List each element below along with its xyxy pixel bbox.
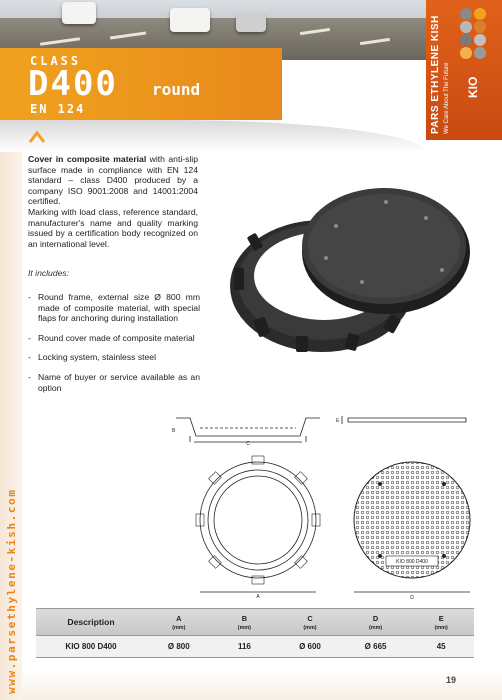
table-cell: Ø 800 — [167, 642, 190, 651]
table-cell: Ø 600 — [299, 642, 321, 651]
website-url[interactable]: www.parsethylene-kish.com — [5, 488, 18, 694]
table-header-cell — [408, 609, 474, 635]
shape-label: round — [152, 80, 201, 99]
table-header-cell — [343, 609, 409, 635]
brand-column — [426, 0, 502, 140]
title-band — [0, 48, 282, 120]
logo-dot — [460, 21, 472, 33]
list-item: - Locking system, stainless steel — [28, 352, 200, 363]
cover-plan-drawing — [350, 450, 474, 602]
brand-name: PARS ETHYLENE KISH — [430, 15, 441, 134]
header-unit: (mm) — [368, 624, 383, 631]
list-item: - Name of buyer or service available as an option — [28, 372, 200, 393]
table-cell: 45 — [436, 642, 446, 651]
spec-table — [36, 608, 474, 658]
logo-dot — [460, 34, 472, 46]
includes-list — [28, 292, 200, 402]
table-header-cell — [277, 609, 343, 635]
table-header-row — [36, 608, 474, 636]
header-label: Description — [67, 617, 115, 627]
cover-disc — [302, 188, 470, 314]
table-cell: Ø 665 — [364, 642, 387, 651]
logo-dot — [474, 21, 486, 33]
header-unit: (mm) — [303, 624, 317, 631]
header-label: E — [438, 613, 444, 623]
dimension-label-d: D — [410, 595, 414, 601]
logo-dot — [474, 34, 486, 46]
frame-section-drawing — [170, 412, 326, 446]
header-label: A — [176, 613, 182, 623]
table-header-cell — [146, 609, 212, 635]
table-header-cell — [212, 609, 278, 635]
header-label: B — [241, 613, 248, 623]
standard-label: EN 124 — [30, 102, 86, 116]
header-unit: (mm) — [237, 624, 251, 631]
header-unit: (mm) — [434, 624, 448, 631]
brand-logo — [458, 6, 498, 132]
table-cell: 116 — [237, 642, 251, 651]
car — [170, 8, 210, 32]
list-item: - Round frame, external size Ø 800 mm made of composite material, with special flaps for anchoring during installation — [28, 292, 200, 324]
dimension-label-a: A — [256, 594, 260, 600]
frame-plan-drawing — [194, 448, 324, 600]
header-label: C — [307, 613, 313, 623]
logo-text: KIO — [466, 76, 480, 98]
website-strip — [0, 152, 22, 700]
chevron-up-icon — [28, 130, 46, 144]
header-label: D — [372, 613, 379, 623]
cover-section-drawing — [334, 410, 474, 430]
brand-tagline: We Care About The Future — [444, 62, 450, 134]
marking-text: Marking with load class, reference standard, manufacturer's name and quality marking issued by a certification body recognized on an international level. — [28, 206, 198, 249]
intro-lead-rest: with anti-slip surface made in compliance with EN 124 standard – class D400 produced by a company ISO 9001:2008 and 14001:2004 certified. — [28, 154, 198, 207]
list-item: - Round cover made of composite material — [28, 333, 200, 344]
dimension-label-e: E — [336, 418, 340, 424]
table-row — [36, 636, 474, 658]
logo-dot — [460, 47, 472, 59]
logo-dot — [474, 8, 486, 20]
intro-paragraph — [28, 154, 198, 249]
includes-heading: It includes: — [28, 268, 70, 278]
table-cell: KIO 800 D400 — [65, 642, 117, 651]
product-image — [226, 178, 472, 358]
logo-dot — [460, 8, 472, 20]
decorative-wave — [0, 120, 426, 152]
intro-lead: Cover in composite material — [28, 154, 147, 164]
car — [62, 2, 96, 24]
dimension-label-b: B — [172, 428, 176, 434]
class-label: CLASS — [30, 54, 82, 68]
header-unit: (mm) — [172, 624, 186, 631]
cover-mark: KIO 800 D400 — [396, 559, 428, 565]
model-code: D400 — [28, 64, 118, 104]
dimension-label-c: C — [246, 441, 250, 446]
car — [236, 14, 266, 32]
page-number: 19 — [446, 675, 457, 685]
table-header-cell — [36, 609, 146, 635]
logo-dot — [474, 47, 486, 59]
footer-band — [22, 670, 502, 700]
